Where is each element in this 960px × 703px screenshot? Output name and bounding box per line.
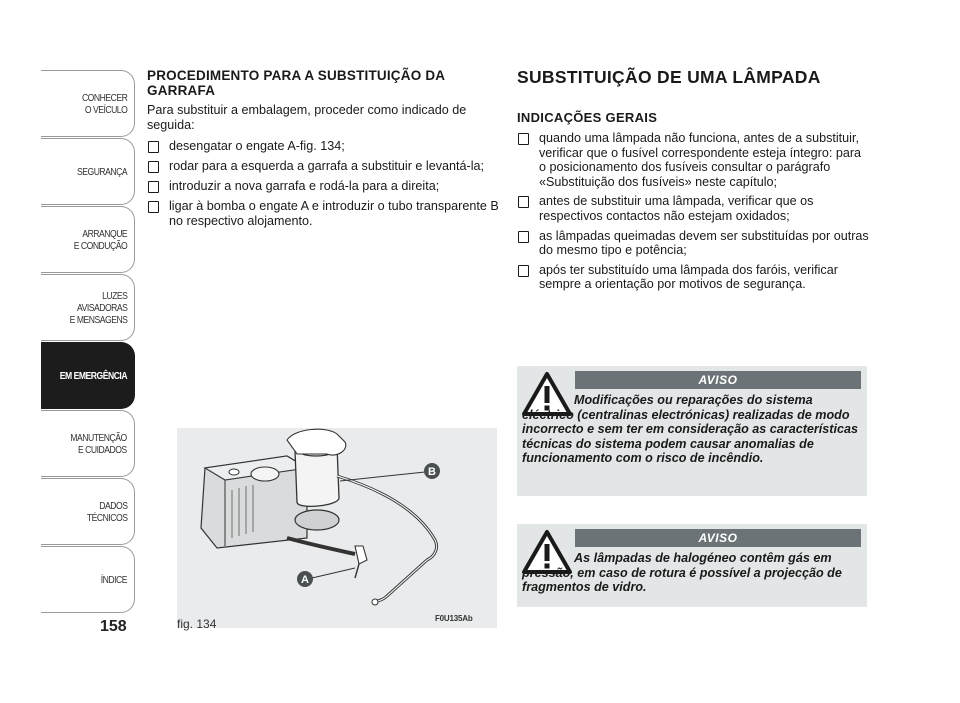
tab-label: EM EMERGÊNCIA bbox=[59, 369, 127, 382]
warning-label: AVISO bbox=[575, 529, 861, 547]
list-item: rodar para a esquerda a garrafa a substituir e levantá-la; bbox=[147, 159, 502, 174]
tab-label: MANUTENÇÃO E CUIDADOS bbox=[70, 431, 127, 456]
list-item: introduzir a nova garrafa e rodá-la para a direita; bbox=[147, 179, 502, 194]
list-item: ligar à bomba o engate A e introduzir o tubo transparente B no respectivo alojamento. bbox=[147, 199, 502, 229]
list-item: após ter substituído uma lâmpada dos faróis, verificar sempre a orientação por motivos de segurança. bbox=[517, 263, 869, 292]
warning-label: AVISO bbox=[575, 371, 861, 389]
list-item: antes de substituir uma lâmpada, verificar que os respectivos contactos não estejam oxidados; bbox=[517, 194, 869, 223]
subsection-heading: INDICAÇÕES GERAIS bbox=[517, 110, 658, 125]
tab-label: ÍNDICE bbox=[100, 573, 127, 586]
tab-label: ARRANQUE E CONDUÇÃO bbox=[73, 227, 127, 252]
callout-b: B bbox=[428, 466, 436, 478]
page-title: SUBSTITUIÇÃO DE UMA LÂMPADA bbox=[517, 67, 821, 87]
lamp-replacement-section bbox=[517, 66, 869, 297]
section-intro: Para substituir a embalagem, proceder como indicado de seguida: bbox=[147, 103, 467, 132]
tab-luzes-avisadoras[interactable] bbox=[41, 274, 135, 341]
tab-em-emergencia[interactable] bbox=[41, 342, 135, 409]
bottle-replacement-section bbox=[147, 68, 502, 234]
step-list bbox=[147, 139, 502, 229]
page-number: 158 bbox=[100, 618, 127, 635]
instruction-list bbox=[517, 131, 869, 292]
callout-a: A bbox=[301, 574, 309, 586]
tab-manutencao-e-cuidados[interactable] bbox=[41, 410, 135, 477]
list-item: as lâmpadas queimadas devem ser substituídas por outras do mesmo tipo e potência; bbox=[517, 229, 869, 258]
figure-134 bbox=[177, 428, 497, 628]
tab-conhecer-o-veiculo[interactable] bbox=[41, 70, 135, 137]
warning-box bbox=[517, 524, 867, 607]
tab-indice[interactable] bbox=[41, 546, 135, 613]
warning-text: As lâmpadas de halogéneo contêm gás em pressão, em caso de rotura é possível a projecção de fragmentos de vidro. bbox=[522, 551, 842, 595]
tab-label: LUZES AVISADORAS E MENSAGENS bbox=[69, 289, 127, 326]
tab-dados-tecnicos[interactable] bbox=[41, 478, 135, 545]
tab-label: DADOS TÉCNICOS bbox=[86, 499, 127, 524]
tab-arranque-e-conducao[interactable] bbox=[41, 206, 135, 273]
figure-caption: fig. 134 bbox=[177, 617, 217, 631]
tab-label: SEGURANÇA bbox=[76, 165, 127, 178]
figure-code: F0U135Ab bbox=[435, 614, 473, 623]
tab-label: CONHECER O VEÍCULO bbox=[81, 91, 127, 116]
compressor-illustration bbox=[177, 428, 497, 628]
warning-text: Modificações ou reparações do sistema eléctrico (centralinas electrónicas) realizadas de modo incorrecto e sem ter em consideração as características técnicas do sistema podem causar anomalias de funcionamento com o risco de incêndio. bbox=[522, 393, 859, 466]
list-item: quando uma lâmpada não funciona, antes de a substituir, verificar que o fusível correspondente esteja íntegro: para o posicionamento dos fusíveis consultar o parágrafo «Substituição dos fusíveis» neste capítulo; bbox=[517, 131, 869, 189]
chapter-sidebar bbox=[41, 70, 135, 614]
tab-seguranca[interactable] bbox=[41, 138, 135, 205]
section-heading: PROCEDIMENTO PARA A SUBSTITUIÇÃO DA GARRAFA bbox=[147, 68, 445, 98]
list-item: desengatar o engate A-fig. 134; bbox=[147, 139, 502, 154]
warning-box bbox=[517, 366, 867, 496]
